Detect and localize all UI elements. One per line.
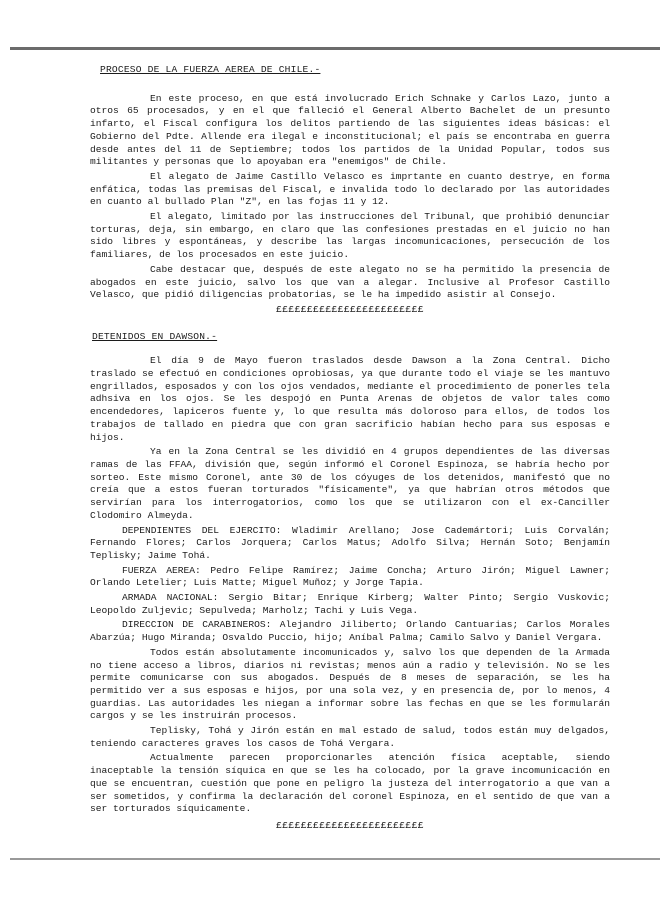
section-title-dawson: DETENIDOS EN DAWSON.- xyxy=(92,330,218,342)
separator-line: ££££££££££££££££££££££££ xyxy=(276,819,424,831)
paragraph: El día 9 de Mayo fueron traslados desde Dawson a la Zona Central. Dicho traslado se efectuó en condiciones oprobiosas, ya que durante todo el viaje se les mantuvo engrillados, esposados y con los ojos vendados, mediante el procedimiento de ponerles tela adhsiva en los ojos. Se les despojó en Punta Arenas de objetos de valor tales como encendedores, lapiceros fuente y, lo que resulta más doloroso para ellos, de todos los trabajos de tallado en piedra que con gran sacrificio habían hecho para sus esposas e hijos. xyxy=(90,355,610,443)
document-body xyxy=(90,64,610,833)
paragraph: Cabe destacar que, después de este alegato no se ha permitido la presencia de abogados en este juicio, salvo los que van a alegar. Inclusive al Profesor Castillo Velasco, que pidió diligencias probatorias, se le ha impedido asistir al Consejo. xyxy=(90,263,610,301)
paragraph: El alegato, limitado por las instrucciones del Tribunal, que prohibió denunciar torturas, deja, sin embargo, en claro que las confesiones prestadas en el juicio no han sido libres y espontáneas, y describe las largas incomunicaciones, persecución de los familiares, de los procesados en este juicio. xyxy=(90,211,610,261)
separator-line: ££££££££££££££££££££££££ xyxy=(276,303,424,315)
group-list: DIRECCION DE CARABINEROS: Alejandro Jiliberto; Orlando Cantuarias; Carlos Morales Abarzúa; Hugo Miranda; Osvaldo Puccio, hijo; Aníbal Palma; Camilo Salvo y Daniel Vergara. xyxy=(90,619,610,644)
paragraph: Todos están absolutamente incomunicados y, salvo los que dependen de la Armada no tiene acceso a libros, diarios ni revistas; menos aún a radio y televisión. No se les permite comunicarse con sus abogados. Después de 8 meses de separación, se les ha permitido ver a sus esposas e hijos, por una sola vez, y en presencia de, por lo menos, 4 guardias. Las autoridades les niegan a informar sobre las fechas en que se les formularán cargos y se les instruirán procesos. xyxy=(90,646,610,722)
bottom-rule xyxy=(10,858,660,860)
paragraph: Teplisky, Tohá y Jirón están en mal estado de salud, todos están muy delgados, teniendo caracteres graves los casos de Tohá Vergara. xyxy=(90,725,610,749)
top-rule xyxy=(10,47,660,50)
group-list: DEPENDIENTES DEL EJERCITO: Wladimir Arellano; Jose Cademártori; Luis Corvalán; Fernando Flores; Carlos Jorquera; Carlos Matus; Adolfo Silva; Hernán Soto; Benjamín Teplisky; Jaime Tohá. xyxy=(90,524,610,561)
section-title-proceso: PROCESO DE LA FUERZA AEREA DE CHILE.- xyxy=(100,64,321,75)
group-list: ARMADA NACIONAL: Sergio Bitar; Enrique Kirberg; Walter Pinto; Sergio Vuskovic; Leopoldo Zuljevic; Sepulveda; Marholz; Tachi y Luis Vega. xyxy=(90,592,610,616)
paragraph: Ya en la Zona Central se les dividió en 4 grupos dependientes de las diversas ramas de las FFAA, división que, según informó el Coronel Espinoza, se habría hecho por sorteo. Este mismo Coronel, ante 30 de los cóyuges de los detenidos, manifestó que no creía que a estos fueran torturados "físicamente", ya que habrían otros métodos que servirían para los interrogatorios, como los que se utilizaron con el ex-Canciller Clodomiro Almeyda. xyxy=(90,446,610,521)
paragraph: El alegato de Jaime Castillo Velasco es imprtante en cuanto destrye, en forma enfática, todas las premisas del Fiscal, e invalida todo lo declarado por las autoridades en cuanto al bullado Plan "Z", en las fojas 11 y 12. xyxy=(90,170,610,208)
group-list: FUERZA AEREA: Pedro Felipe Ramírez; Jaime Concha; Arturo Jirón; Miguel Lawner; Orlando Letelier; Luis Matte; Miguel Muñoz; y Jorge Tapia. xyxy=(90,564,610,589)
paragraph: En este proceso, en que está involucrado Erich Schnake y Carlos Lazo, junto a otros 65 procesados, y en el que falleció el General Alberto Bachelet de un presunto infarto, el Fiscal configura los delitos partiendo de las siguientes ideas básicas: el Gobierno del Pdte. Allende era ilegal e inconstitucional; el país se encontraba en guerra desde antes del 11 de Septiembre; todos los partidos de la Unidad Popular, todos sus militantes y personas que lo apoyaban era "enemigos" de Chile. xyxy=(90,92,610,168)
paragraph: Actualmente parecen proporcionarles atención física aceptable, siendo inaceptable la tensión síquica en que se les ha colocado, por la grave incomunicación en que se encuentran, cuestión que pone en peligro la justeza del interrogatorio a que van a ser sometidos, y confirma la declaración del coronel Espinoza, en el sentido de que van a ser torturados síquicamente. xyxy=(90,752,610,815)
